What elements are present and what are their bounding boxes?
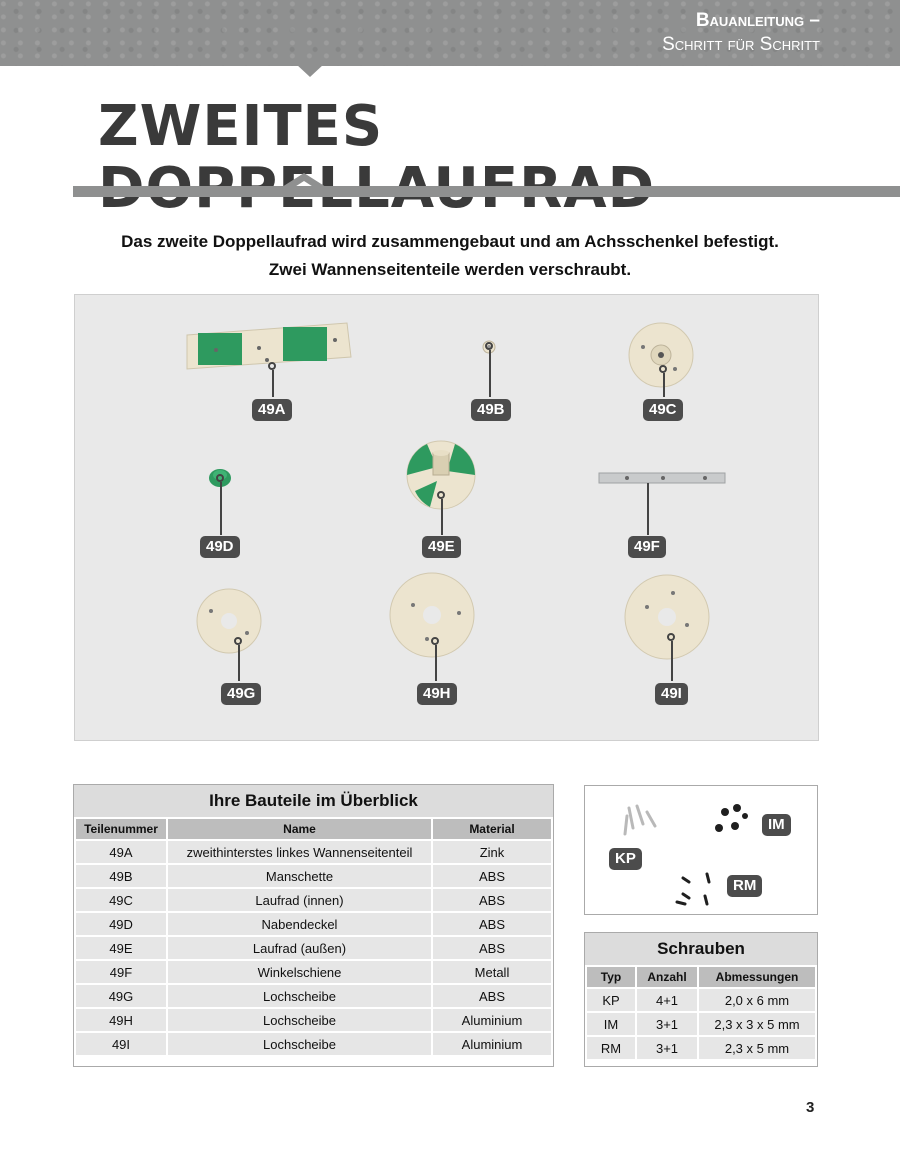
part-tag-49e: 49E [422,536,461,558]
table-cell: 2,3 x 3 x 5 mm [699,1013,815,1035]
part-49g-image [197,589,261,653]
callout-leader [238,645,240,681]
table-row [587,1037,815,1059]
callout-dot [234,637,242,645]
callout-dot [485,342,493,350]
table-row [76,937,551,959]
parts-table-title: Ihre Bauteile im Überblick [74,785,553,817]
kp-screws-image [625,806,655,834]
table-cell: Zink [433,841,551,863]
section-label-line1: Bauanleitung – [695,10,820,31]
part-49c-image [629,323,693,387]
table-cell: Laufrad (innen) [168,889,431,911]
callout-leader [220,482,222,535]
callout-dot [216,474,224,482]
table-cell: Nabendeckel [168,913,431,935]
table-cell: RM [587,1037,635,1059]
table-cell: 49B [76,865,166,887]
table-cell: Winkelschiene [168,961,431,983]
title-underline [73,186,900,197]
part-tag-49b: 49B [471,399,511,421]
table-cell: Aluminium [433,1033,551,1055]
table-row [76,841,551,863]
table-cell: 4+1 [637,989,697,1011]
callout-dot [659,365,667,373]
intro-line2: Zwei Wannenseitenteile werden verschraubt. [268,260,632,279]
table-cell: 49F [76,961,166,983]
table-cell: 2,0 x 6 mm [699,989,815,1011]
screw-tag-kp: KP [609,848,642,870]
table-cell: KP [587,989,635,1011]
callout-leader [663,373,665,397]
table-row [76,961,551,983]
table-cell: IM [587,1013,635,1035]
column-header: Teilenummer [76,819,166,839]
table-row [76,913,551,935]
table-row [76,985,551,1007]
column-header: Material [433,819,551,839]
part-tag-49d: 49D [200,536,240,558]
part-49i-image [625,575,709,659]
table-cell: 2,3 x 5 mm [699,1037,815,1059]
page-title: ZWEITES [98,94,384,159]
column-header: Abmessungen [699,967,815,987]
part-tag-49a: 49A [252,399,292,421]
screw-tag-im: IM [762,814,791,836]
callout-dot [431,637,439,645]
table-cell: Metall [433,961,551,983]
column-header: Name [168,819,431,839]
callout-leader [435,645,437,681]
callout-leader [489,350,491,397]
callout-dot [268,362,276,370]
table-cell: 49I [76,1033,166,1055]
callout-leader [272,370,274,397]
intro-line1: Das zweite Doppellaufrad wird zusammengebaut und am Achsschenkel befestigt. [121,232,779,251]
intro-text [60,228,840,284]
table-cell: ABS [433,889,551,911]
table-cell: Laufrad (außen) [168,937,431,959]
table-row [76,1033,551,1055]
table-cell: 49D [76,913,166,935]
header-notch [296,64,324,77]
table-cell: zweithinterstes linkes Wannenseitenteil [168,841,431,863]
table-cell: 3+1 [637,1037,697,1059]
callout-leader [441,499,443,535]
table-cell: Lochscheibe [168,985,431,1007]
table-header-row [587,967,815,987]
screw-tag-rm: RM [727,875,762,897]
section-label-line2: Schritt für Schritt [662,34,820,55]
screws-table [585,965,817,1061]
screws-photo [584,785,818,915]
part-tag-49c: 49C [643,399,683,421]
screws-table-box [584,932,818,1067]
callout-leader [647,483,649,535]
callout-dot [667,633,675,641]
table-cell: Lochscheibe [168,1009,431,1031]
parts-overview-table [73,784,554,1067]
table-cell: 3+1 [637,1013,697,1035]
table-cell: ABS [433,985,551,1007]
parts-photo [74,294,819,741]
column-header: Anzahl [637,967,697,987]
part-tag-49f: 49F [628,536,666,558]
table-cell: 49H [76,1009,166,1031]
part-49f-image [599,473,725,483]
table-row [587,989,815,1011]
table-cell: 49E [76,937,166,959]
parts-photo-illustration [75,295,820,742]
rm-screws-image [677,874,709,904]
part-tag-49g: 49G [221,683,261,705]
parts-table [74,817,553,1057]
table-cell: Lochscheibe [168,1033,431,1055]
callout-leader [671,641,673,681]
table-row [76,1009,551,1031]
table-cell: Aluminium [433,1009,551,1031]
page-number: 3 [806,1099,815,1116]
table-cell: ABS [433,913,551,935]
table-cell: 49A [76,841,166,863]
section-label [662,9,820,57]
callout-dot [437,491,445,499]
table-cell: 49G [76,985,166,1007]
table-row [587,1013,815,1035]
screws-table-title: Schrauben [585,933,817,965]
table-row [76,889,551,911]
table-cell: ABS [433,865,551,887]
im-screws-image [715,804,748,832]
part-tag-49h: 49H [417,683,457,705]
table-cell: 49C [76,889,166,911]
table-cell: ABS [433,937,551,959]
table-row [76,865,551,887]
column-header: Typ [587,967,635,987]
table-cell: Manschette [168,865,431,887]
part-tag-49i: 49I [655,683,688,705]
table-header-row [76,819,551,839]
